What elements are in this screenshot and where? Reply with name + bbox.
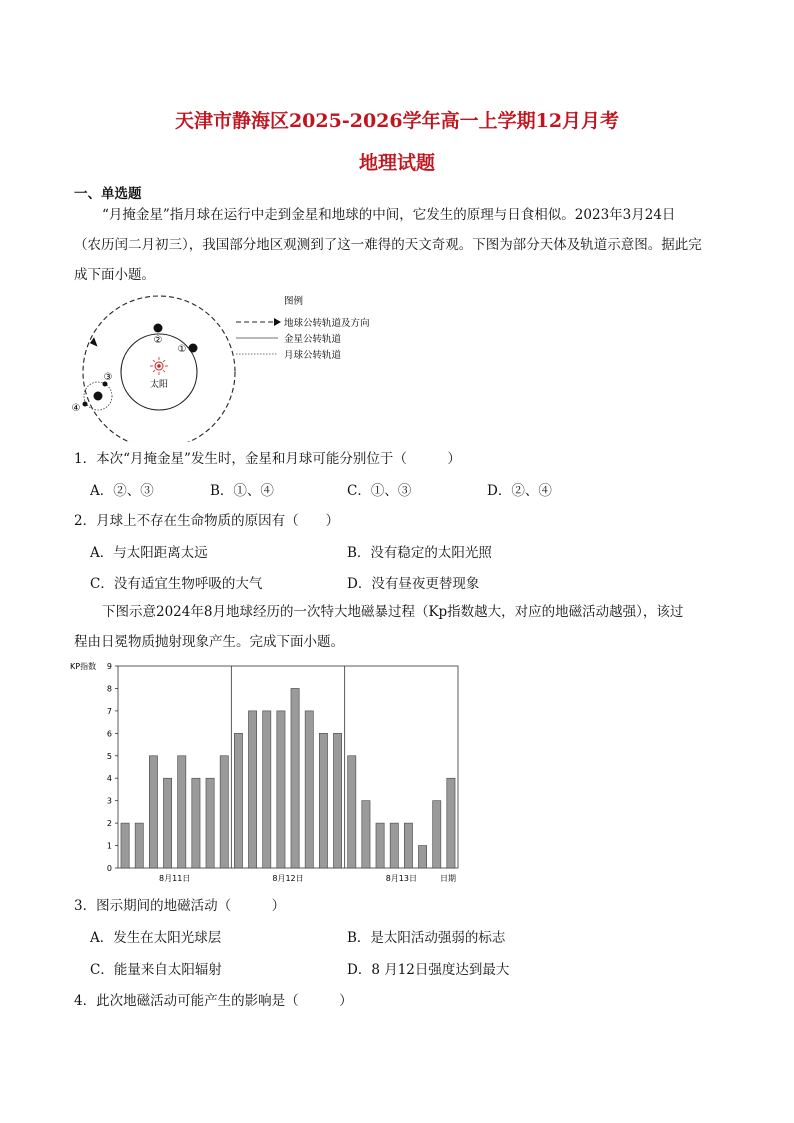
q1-option-d[interactable]: D．②、④ <box>487 483 552 499</box>
marker-2: ② <box>153 335 163 346</box>
kp-index-chart <box>68 658 468 883</box>
y-tick-label: 1 <box>106 841 112 851</box>
kp-bar <box>163 778 171 868</box>
kp-bar <box>418 846 426 868</box>
y-tick-label: 5 <box>106 751 112 761</box>
kp-bar <box>234 733 242 868</box>
question-2-stem: 2．月球上不存在生命物质的原因有（ ） <box>74 513 340 529</box>
kp-bar <box>149 756 157 868</box>
question-3-stem: 3．图示期间的地磁活动（ ） <box>74 898 286 914</box>
legend-venus-label: 金星公转轨道 <box>284 334 342 345</box>
q3-option-b[interactable]: B．是太阳活动强弱的标志 <box>347 930 506 946</box>
day-label: 8月12日 <box>272 874 304 883</box>
kp-bar <box>135 823 143 868</box>
kp-bar <box>277 711 285 868</box>
orbit-diagram <box>60 292 400 442</box>
day-label: 8月11日 <box>159 874 191 883</box>
intro-paragraph-1 <box>74 200 724 290</box>
kp-bar <box>263 711 271 868</box>
intro-2-line-2: 程由日冕物质抛射现象产生。完成下面小题。 <box>74 634 344 650</box>
marker-4: ④ <box>71 403 81 414</box>
sun-label: 太阳 <box>149 380 169 390</box>
intro-1-line-2: （农历闰二月初三），我国部分地区观测到了这一难得的天文奇观。下图为部分天体及轨道示意图。据此完 <box>74 237 702 253</box>
kp-bar <box>447 778 455 868</box>
kp-bar <box>291 688 299 868</box>
kp-bar <box>404 823 412 868</box>
kp-bar <box>319 733 327 868</box>
intro-1-line-3: 成下面小题。 <box>74 267 155 283</box>
legend-moon-label: 月球公转轨道 <box>284 350 342 361</box>
exam-title: 天津市静海区2025-2026学年高一上学期12月月考 <box>174 110 620 132</box>
y-tick-label: 3 <box>106 796 112 806</box>
day-label: 8月13日 <box>385 874 417 883</box>
y-tick-label: 9 <box>106 662 112 671</box>
intro-paragraph-2 <box>74 597 724 657</box>
question-1-stem: 1．本次“月掩金星”发生时，金星和月球可能分别位于（ ） <box>74 451 461 467</box>
y-tick-label: 0 <box>106 864 112 873</box>
exam-subtitle: 地理试题 <box>358 152 435 174</box>
intro-2-line-1: 下图示意2024年8月地球经历的一次特大地磁暴过程（Kp指数越大，对应的地磁活动越强），该过 <box>102 604 684 620</box>
y-axis-label: KP指数 <box>70 662 97 671</box>
sun-icon <box>150 357 168 375</box>
earth-orbit <box>83 296 235 442</box>
earth <box>94 392 103 401</box>
earth-orbit-arrow <box>88 337 97 348</box>
legend-title: 图例 <box>284 296 304 307</box>
kp-bar <box>333 733 341 868</box>
moon-position-4 <box>83 402 88 407</box>
kp-bar <box>390 823 398 868</box>
marker-1: ① <box>177 344 187 355</box>
q1-option-b[interactable]: B．①、④ <box>210 483 274 499</box>
kp-bar <box>248 711 256 868</box>
q3-option-d[interactable]: D．8 月12日强度达到最大 <box>347 962 510 978</box>
y-tick-label: 4 <box>106 774 112 784</box>
kp-bar <box>362 801 370 868</box>
y-tick-label: 8 <box>106 684 112 694</box>
q1-option-c[interactable]: C．①、③ <box>347 483 412 499</box>
kp-bar <box>192 778 200 868</box>
q3-option-a[interactable]: A．发生在太阳光球层 <box>90 930 222 946</box>
x-axis-label: 日期 <box>440 874 456 883</box>
q2-option-d[interactable]: D．没有昼夜更替现象 <box>347 576 480 592</box>
q3-option-c[interactable]: C．能量来自太阳辐射 <box>90 962 222 978</box>
kp-bar <box>305 711 313 868</box>
q2-option-c[interactable]: C．没有适宜生物呼吸的大气 <box>90 576 263 592</box>
kp-bar <box>121 823 129 868</box>
q2-option-a[interactable]: A．与太阳距离太远 <box>90 545 208 561</box>
y-tick-label: 6 <box>106 729 112 739</box>
q1-option-a[interactable]: A．②、③ <box>90 483 154 499</box>
question-4-stem: 4．此次地磁活动可能产生的影响是（ ） <box>74 993 353 1009</box>
kp-bar <box>206 778 214 868</box>
kp-bar <box>348 756 356 868</box>
legend-earth-label: 地球公转轨道及方向 <box>284 318 370 329</box>
venus-position-1 <box>189 344 198 353</box>
marker-3: ③ <box>103 372 113 383</box>
kp-bar <box>178 756 186 868</box>
intro-1-line-1: “月掩金星”指月球在运行中走到金星和地球的中间，它发生的原理与日食相似。2023年3月24日 <box>102 207 676 223</box>
kp-bar <box>433 801 441 868</box>
section-heading: 一、单选题 <box>74 186 142 202</box>
kp-bar <box>376 823 384 868</box>
y-tick-label: 2 <box>106 819 112 829</box>
kp-bar <box>220 756 228 868</box>
y-tick-label: 7 <box>106 706 112 716</box>
venus-position-2 <box>154 324 163 333</box>
q2-option-b[interactable]: B．没有稳定的太阳光照 <box>347 545 492 561</box>
